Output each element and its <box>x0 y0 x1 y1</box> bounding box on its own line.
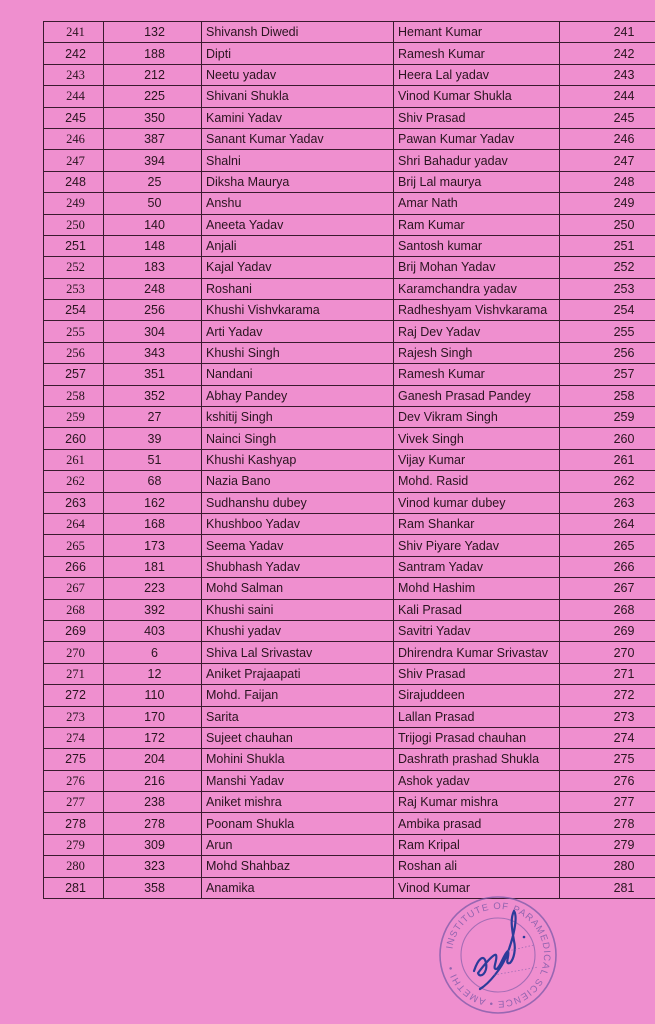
roll-number-cell: 212 <box>104 64 202 85</box>
father-name-cell: Ramesh Kumar <box>394 364 560 385</box>
serial-number-cell: 268 <box>44 599 104 620</box>
serial-number-right-cell: 255 <box>560 321 655 342</box>
serial-number-right-cell: 265 <box>560 535 655 556</box>
father-name-cell: Raj Dev Yadav <box>394 321 560 342</box>
father-name-cell: Shiv Prasad <box>394 107 560 128</box>
serial-number-cell: 258 <box>44 385 104 406</box>
table-row <box>44 22 655 43</box>
father-name-cell: Vinod Kumar Shukla <box>394 86 560 107</box>
student-name-cell: Nainci Singh <box>202 428 394 449</box>
serial-number-cell: 276 <box>44 770 104 791</box>
table-row <box>44 792 655 813</box>
roll-number-cell: 148 <box>104 235 202 256</box>
roll-number-cell: 392 <box>104 599 202 620</box>
serial-number-right-cell: 275 <box>560 749 655 770</box>
table-row <box>44 278 655 299</box>
roll-number-cell: 181 <box>104 556 202 577</box>
serial-number-cell: 250 <box>44 214 104 235</box>
roll-number-cell: 216 <box>104 770 202 791</box>
serial-number-right-cell: 254 <box>560 300 655 321</box>
table-row <box>44 257 655 278</box>
serial-number-cell: 264 <box>44 513 104 534</box>
student-name-cell: Seema Yadav <box>202 535 394 556</box>
serial-number-right-cell: 270 <box>560 642 655 663</box>
table-row <box>44 235 655 256</box>
roll-number-cell: 403 <box>104 620 202 641</box>
table-row <box>44 407 655 428</box>
roll-number-cell: 387 <box>104 128 202 149</box>
serial-number-cell: 272 <box>44 685 104 706</box>
student-name-cell: Diksha Maurya <box>202 171 394 192</box>
serial-number-right-cell: 263 <box>560 492 655 513</box>
father-name-cell: Ambika prasad <box>394 813 560 834</box>
roll-number-cell: 25 <box>104 171 202 192</box>
student-name-cell: Mohd Salman <box>202 578 394 599</box>
father-name-cell: Karamchandra yadav <box>394 278 560 299</box>
table-row <box>44 620 655 641</box>
serial-number-right-cell: 264 <box>560 513 655 534</box>
serial-number-cell: 277 <box>44 792 104 813</box>
roll-number-cell: 278 <box>104 813 202 834</box>
student-name-cell: Khushi yadav <box>202 620 394 641</box>
table-row <box>44 556 655 577</box>
student-name-cell: Khushi saini <box>202 599 394 620</box>
roll-number-cell: 39 <box>104 428 202 449</box>
student-name-cell: Sarita <box>202 706 394 727</box>
table-row <box>44 727 655 748</box>
roll-number-cell: 50 <box>104 193 202 214</box>
student-name-cell: kshitij Singh <box>202 407 394 428</box>
student-name-cell: Dipti <box>202 43 394 64</box>
student-name-cell: Khushboo Yadav <box>202 513 394 534</box>
roll-number-cell: 12 <box>104 663 202 684</box>
official-seal-icon <box>434 893 562 1017</box>
father-name-cell: Ram Kumar <box>394 214 560 235</box>
father-name-cell: Ram Shankar <box>394 513 560 534</box>
serial-number-right-cell: 257 <box>560 364 655 385</box>
student-name-cell: Poonam Shukla <box>202 813 394 834</box>
serial-number-right-cell: 276 <box>560 770 655 791</box>
table-row <box>44 770 655 791</box>
table-row <box>44 428 655 449</box>
roll-number-cell: 27 <box>104 407 202 428</box>
serial-number-cell: 246 <box>44 128 104 149</box>
table-row <box>44 813 655 834</box>
table-row <box>44 471 655 492</box>
serial-number-right-cell: 280 <box>560 856 655 877</box>
serial-number-cell: 245 <box>44 107 104 128</box>
student-name-cell: Aniket Prajaapati <box>202 663 394 684</box>
svg-text:INSTITUTE OF PARAMEDICAL SCIEN: INSTITUTE OF PARAMEDICAL SCIENCE • AMETHI • <box>444 900 553 1010</box>
father-name-cell: Vinod Kumar <box>394 877 560 898</box>
father-name-cell: Kali Prasad <box>394 599 560 620</box>
roll-number-cell: 225 <box>104 86 202 107</box>
serial-number-cell: 254 <box>44 300 104 321</box>
father-name-cell: Vinod kumar dubey <box>394 492 560 513</box>
roll-number-cell: 352 <box>104 385 202 406</box>
serial-number-cell: 255 <box>44 321 104 342</box>
father-name-cell: Savitri Yadav <box>394 620 560 641</box>
student-name-cell: Shiva Lal Srivastav <box>202 642 394 663</box>
table-row <box>44 877 655 898</box>
serial-number-right-cell: 262 <box>560 471 655 492</box>
serial-number-cell: 279 <box>44 834 104 855</box>
father-name-cell: Shiv Piyare Yadav <box>394 535 560 556</box>
table-row <box>44 43 655 64</box>
roll-number-cell: 170 <box>104 706 202 727</box>
table-row <box>44 834 655 855</box>
table-row <box>44 128 655 149</box>
table-row <box>44 749 655 770</box>
roll-number-cell: 6 <box>104 642 202 663</box>
roll-number-cell: 188 <box>104 43 202 64</box>
student-name-cell: Shalni <box>202 150 394 171</box>
father-name-cell: Sirajuddeen <box>394 685 560 706</box>
father-name-cell: Ram Kripal <box>394 834 560 855</box>
serial-number-right-cell: 274 <box>560 727 655 748</box>
table-row <box>44 642 655 663</box>
serial-number-right-cell: 250 <box>560 214 655 235</box>
father-name-cell: Brij Lal maurya <box>394 171 560 192</box>
serial-number-right-cell: 279 <box>560 834 655 855</box>
table-row <box>44 535 655 556</box>
table-row <box>44 300 655 321</box>
roll-number-cell: 162 <box>104 492 202 513</box>
roll-number-cell: 223 <box>104 578 202 599</box>
student-name-cell: Nazia Bano <box>202 471 394 492</box>
serial-number-cell: 275 <box>44 749 104 770</box>
serial-number-right-cell: 243 <box>560 64 655 85</box>
student-name-cell: Mohd Shahbaz <box>202 856 394 877</box>
table-row <box>44 449 655 470</box>
serial-number-cell: 280 <box>44 856 104 877</box>
student-name-cell: Anshu <box>202 193 394 214</box>
serial-number-right-cell: 269 <box>560 620 655 641</box>
serial-number-right-cell: 267 <box>560 578 655 599</box>
father-name-cell: Vivek Singh <box>394 428 560 449</box>
father-name-cell: Shri Bahadur yadav <box>394 150 560 171</box>
student-name-cell: Sanant Kumar Yadav <box>202 128 394 149</box>
serial-number-right-cell: 281 <box>560 877 655 898</box>
table-row <box>44 193 655 214</box>
serial-number-cell: 261 <box>44 449 104 470</box>
father-name-cell: Raj Kumar mishra <box>394 792 560 813</box>
student-name-cell: Sudhanshu dubey <box>202 492 394 513</box>
father-name-cell: Dashrath prashad Shukla <box>394 749 560 770</box>
student-name-cell: Sujeet chauhan <box>202 727 394 748</box>
serial-number-right-cell: 273 <box>560 706 655 727</box>
serial-number-cell: 241 <box>44 22 104 43</box>
serial-number-cell: 247 <box>44 150 104 171</box>
serial-number-right-cell: 241 <box>560 22 655 43</box>
student-name-cell: Mohd. Faijan <box>202 685 394 706</box>
serial-number-cell: 259 <box>44 407 104 428</box>
student-name-cell: Anjali <box>202 235 394 256</box>
father-name-cell: Amar Nath <box>394 193 560 214</box>
serial-number-cell: 256 <box>44 342 104 363</box>
father-name-cell: Radheshyam Vishvkarama <box>394 300 560 321</box>
table-row <box>44 150 655 171</box>
serial-number-cell: 270 <box>44 642 104 663</box>
serial-number-right-cell: 253 <box>560 278 655 299</box>
serial-number-cell: 274 <box>44 727 104 748</box>
father-name-cell: Ashok yadav <box>394 770 560 791</box>
father-name-cell: Santram Yadav <box>394 556 560 577</box>
student-name-cell: Neetu yadav <box>202 64 394 85</box>
serial-number-cell: 248 <box>44 171 104 192</box>
table-row <box>44 364 655 385</box>
roll-number-cell: 248 <box>104 278 202 299</box>
student-name-cell: Khushi Kashyap <box>202 449 394 470</box>
student-name-cell: Aniket mishra <box>202 792 394 813</box>
table-row <box>44 214 655 235</box>
serial-number-right-cell: 247 <box>560 150 655 171</box>
student-name-cell: Shivani Shukla <box>202 86 394 107</box>
father-name-cell: Ramesh Kumar <box>394 43 560 64</box>
father-name-cell: Rajesh Singh <box>394 342 560 363</box>
roll-number-cell: 350 <box>104 107 202 128</box>
serial-number-cell: 278 <box>44 813 104 834</box>
roll-number-cell: 172 <box>104 727 202 748</box>
serial-number-right-cell: 246 <box>560 128 655 149</box>
student-name-cell: Roshani <box>202 278 394 299</box>
student-name-cell: Manshi Yadav <box>202 770 394 791</box>
serial-number-right-cell: 266 <box>560 556 655 577</box>
serial-number-right-cell: 245 <box>560 107 655 128</box>
student-name-cell: Kajal Yadav <box>202 257 394 278</box>
serial-number-right-cell: 277 <box>560 792 655 813</box>
student-name-cell: Mohini Shukla <box>202 749 394 770</box>
serial-number-right-cell: 249 <box>560 193 655 214</box>
serial-number-right-cell: 258 <box>560 385 655 406</box>
father-name-cell: Roshan ali <box>394 856 560 877</box>
serial-number-cell: 243 <box>44 64 104 85</box>
serial-number-cell: 260 <box>44 428 104 449</box>
serial-number-right-cell: 248 <box>560 171 655 192</box>
table-row <box>44 663 655 684</box>
table-row <box>44 685 655 706</box>
serial-number-right-cell: 268 <box>560 599 655 620</box>
roll-number-cell: 323 <box>104 856 202 877</box>
roll-number-cell: 343 <box>104 342 202 363</box>
student-name-cell: Khushi Singh <box>202 342 394 363</box>
serial-number-cell: 257 <box>44 364 104 385</box>
student-name-cell: Nandani <box>202 364 394 385</box>
roll-number-cell: 110 <box>104 685 202 706</box>
roll-number-cell: 173 <box>104 535 202 556</box>
student-name-cell: Shubhash Yadav <box>202 556 394 577</box>
table-row <box>44 578 655 599</box>
father-name-cell: Lallan Prasad <box>394 706 560 727</box>
table-row <box>44 706 655 727</box>
roll-number-cell: 358 <box>104 877 202 898</box>
serial-number-right-cell: 252 <box>560 257 655 278</box>
roll-number-cell: 351 <box>104 364 202 385</box>
father-name-cell: Dev Vikram Singh <box>394 407 560 428</box>
father-name-cell: Ganesh Prasad Pandey <box>394 385 560 406</box>
serial-number-cell: 273 <box>44 706 104 727</box>
serial-number-right-cell: 251 <box>560 235 655 256</box>
father-name-cell: Mohd Hashim <box>394 578 560 599</box>
student-name-cell: Arti Yadav <box>202 321 394 342</box>
serial-number-right-cell: 271 <box>560 663 655 684</box>
table-row <box>44 86 655 107</box>
serial-number-right-cell: 272 <box>560 685 655 706</box>
serial-number-cell: 263 <box>44 492 104 513</box>
student-name-cell: Anamika <box>202 877 394 898</box>
roll-number-cell: 238 <box>104 792 202 813</box>
serial-number-right-cell: 259 <box>560 407 655 428</box>
serial-number-right-cell: 256 <box>560 342 655 363</box>
father-name-cell: Mohd. Rasid <box>394 471 560 492</box>
father-name-cell: Trijogi Prasad chauhan <box>394 727 560 748</box>
serial-number-cell: 266 <box>44 556 104 577</box>
serial-number-cell: 244 <box>44 86 104 107</box>
roll-number-cell: 68 <box>104 471 202 492</box>
father-name-cell: Vijay Kumar <box>394 449 560 470</box>
roll-number-cell: 168 <box>104 513 202 534</box>
student-name-cell: Khushi Vishvkarama <box>202 300 394 321</box>
serial-number-cell: 269 <box>44 620 104 641</box>
roster-body <box>44 22 655 899</box>
serial-number-cell: 249 <box>44 193 104 214</box>
father-name-cell: Hemant Kumar <box>394 22 560 43</box>
roll-number-cell: 132 <box>104 22 202 43</box>
table-row <box>44 342 655 363</box>
father-name-cell: Santosh kumar <box>394 235 560 256</box>
table-row <box>44 599 655 620</box>
roll-number-cell: 304 <box>104 321 202 342</box>
table-row <box>44 492 655 513</box>
student-name-cell: Kamini Yadav <box>202 107 394 128</box>
serial-number-right-cell: 261 <box>560 449 655 470</box>
serial-number-right-cell: 260 <box>560 428 655 449</box>
father-name-cell: Heera Lal yadav <box>394 64 560 85</box>
father-name-cell: Dhirendra Kumar Srivastav <box>394 642 560 663</box>
student-name-cell: Abhay Pandey <box>202 385 394 406</box>
roll-number-cell: 204 <box>104 749 202 770</box>
roll-number-cell: 183 <box>104 257 202 278</box>
serial-number-cell: 265 <box>44 535 104 556</box>
serial-number-cell: 242 <box>44 43 104 64</box>
table-row <box>44 107 655 128</box>
table-row <box>44 385 655 406</box>
serial-number-cell: 267 <box>44 578 104 599</box>
student-name-cell: Aneeta Yadav <box>202 214 394 235</box>
roll-number-cell: 309 <box>104 834 202 855</box>
father-name-cell: Brij Mohan Yadav <box>394 257 560 278</box>
serial-number-cell: 253 <box>44 278 104 299</box>
table-row <box>44 321 655 342</box>
serial-number-cell: 262 <box>44 471 104 492</box>
serial-number-right-cell: 244 <box>560 86 655 107</box>
serial-number-cell: 251 <box>44 235 104 256</box>
table-row <box>44 64 655 85</box>
roll-number-cell: 394 <box>104 150 202 171</box>
father-name-cell: Shiv Prasad <box>394 663 560 684</box>
serial-number-right-cell: 278 <box>560 813 655 834</box>
table-row <box>44 171 655 192</box>
father-name-cell: Pawan Kumar Yadav <box>394 128 560 149</box>
serial-number-cell: 281 <box>44 877 104 898</box>
serial-number-cell: 271 <box>44 663 104 684</box>
serial-number-cell: 252 <box>44 257 104 278</box>
student-name-cell: Arun <box>202 834 394 855</box>
roll-number-cell: 256 <box>104 300 202 321</box>
student-name-cell: Shivansh Diwedi <box>202 22 394 43</box>
roll-number-cell: 140 <box>104 214 202 235</box>
roll-number-cell: 51 <box>104 449 202 470</box>
table-row <box>44 513 655 534</box>
student-roster-table <box>43 21 655 899</box>
serial-number-right-cell: 242 <box>560 43 655 64</box>
table-row <box>44 856 655 877</box>
